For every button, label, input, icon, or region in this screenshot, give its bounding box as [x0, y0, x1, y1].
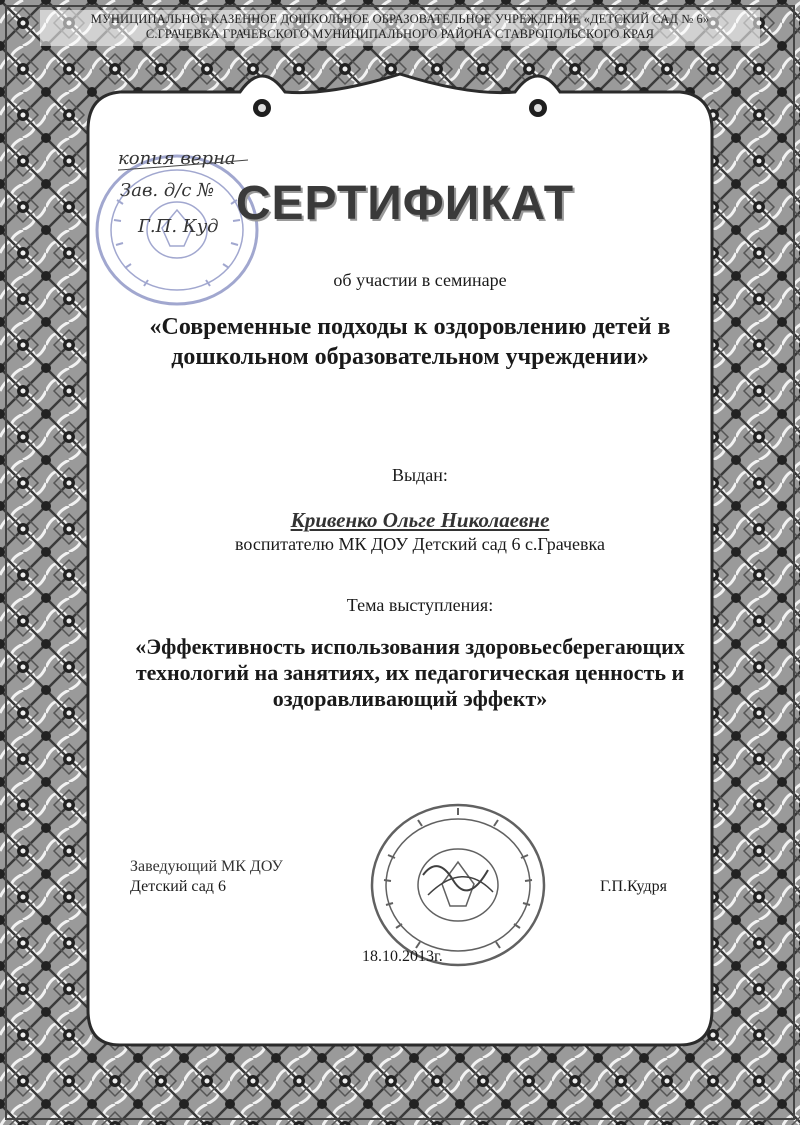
official-stamp-bottom: [368, 800, 548, 970]
institution-name-line1: МУНИЦИПАЛЬНОЕ КАЗЕННОЕ ДОШКОЛЬНОЕ ОБРАЗОВАТЕЛЬНОЕ УЧРЕЖДЕНИЕ «ДЕТСКИЙ САД № 6»: [90, 12, 710, 26]
handwriting-line2: Зав. д/с №: [120, 180, 215, 201]
issued-label: Выдан:: [392, 465, 448, 485]
issue-date: 18.10.2013г.: [362, 948, 443, 965]
seminar-title: «Современные подходы к оздоровлению детей в дошкольном образовательном учреждении»: [149, 314, 671, 370]
institution-name-line2: С.ГРАЧЕВКА ГРАЧЕВСКОГО МУНИЦИПАЛЬНОГО РАЙОНА СТАВРОПОЛЬСКОГО КРАЯ: [145, 27, 655, 41]
handwriting-line1: копия верна: [118, 148, 236, 169]
signatory-name: Г.П.Кудря: [600, 878, 667, 895]
participation-subtitle: об участии в семинаре: [333, 270, 507, 290]
recipient-name-text: Кривенко Ольге Николаевне: [290, 508, 550, 532]
recipient-position: воспитателю МК ДОУ Детский сад 6 с.Грачевка: [235, 534, 605, 554]
topic-label: Тема выступления:: [346, 595, 494, 615]
handwriting-line3: Г.П. Куд: [138, 216, 219, 237]
signatory-title-line2: Детский сад 6: [130, 878, 226, 895]
recipient-name: [110, 508, 730, 533]
certificate-title: СЕРТИФИКАТ: [235, 177, 575, 230]
presentation-topic: «Эффективность использования здоровьесберегающих технологий на занятиях, их педагогическая ценность и оздоравливающий эффект»: [135, 634, 685, 711]
signatory-title-line1: Заведующий МК ДОУ: [130, 858, 283, 875]
